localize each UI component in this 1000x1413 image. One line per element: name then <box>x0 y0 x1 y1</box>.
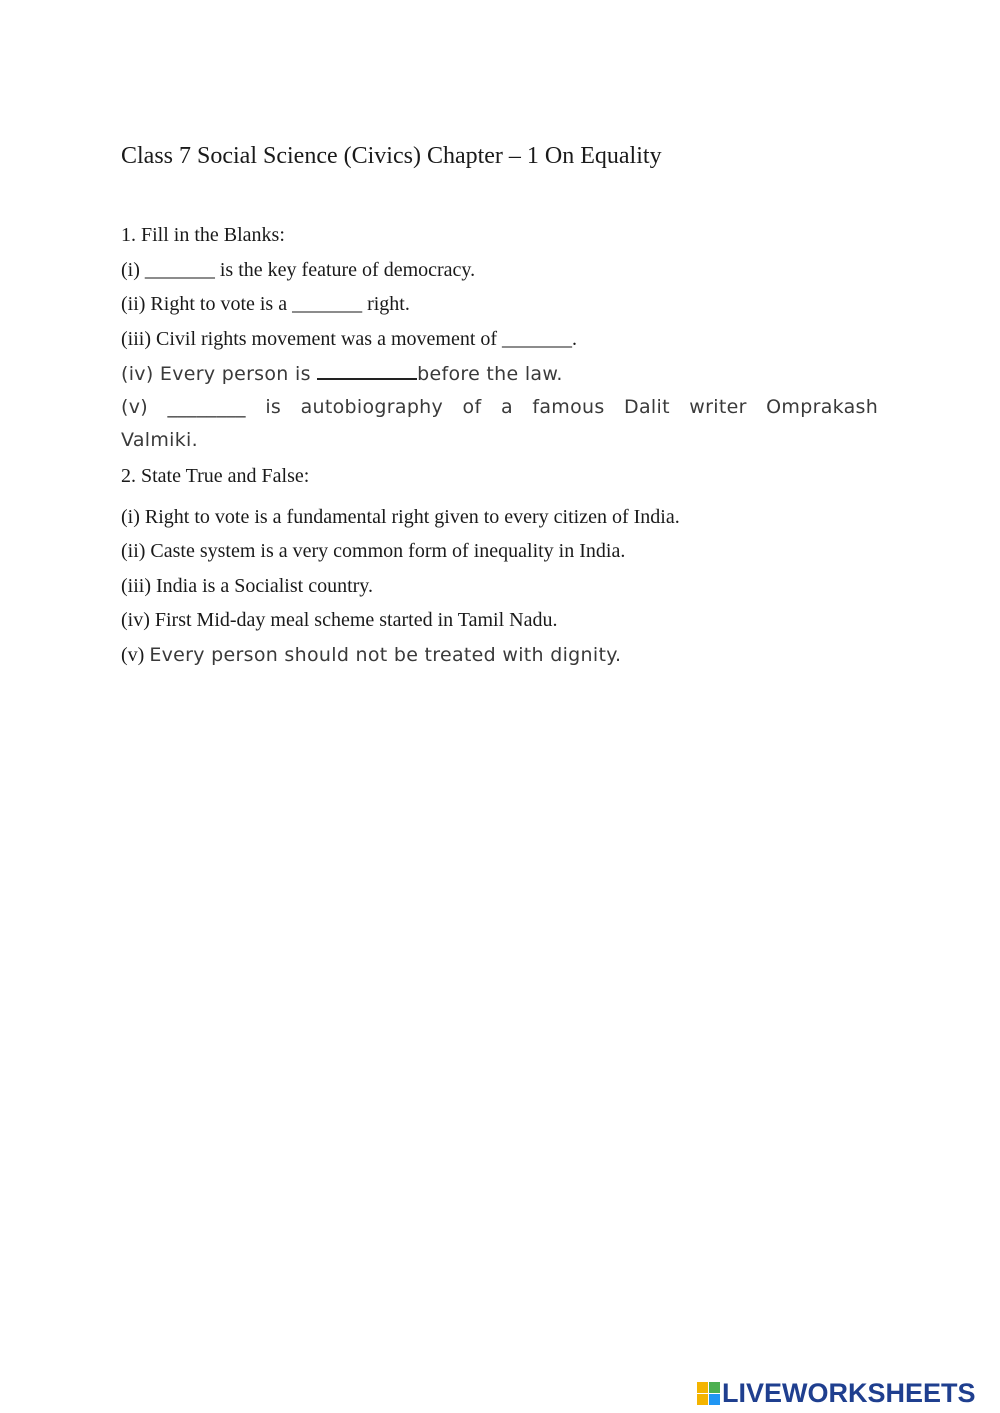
word: Dalit <box>624 396 670 418</box>
word: (v) <box>121 396 148 418</box>
logo-mark-icon <box>697 1382 720 1405</box>
word: Omprakash <box>766 396 879 418</box>
question-item <box>121 364 563 384</box>
question-item: (i) Right to vote is a fundamental right given to every citizen of India. <box>121 506 680 528</box>
liveworksheets-logo <box>697 1377 976 1409</box>
question-text: (iv) Every person is <box>121 363 318 385</box>
word: famous <box>532 396 605 418</box>
question-item: (ii) Right to vote is a _______ right. <box>121 293 410 315</box>
question-item: (i) _______ is the key feature of democracy. <box>121 259 476 281</box>
question-number: (v) <box>121 644 150 666</box>
word: a <box>500 396 513 418</box>
answer-blank: ________ <box>167 396 246 418</box>
word: is <box>265 396 282 418</box>
question-item-continued: Valmiki. <box>121 429 198 451</box>
word: writer <box>689 396 747 418</box>
question-item <box>121 645 621 665</box>
answer-blank <box>317 364 417 380</box>
page-title: Class 7 Social Science (Civics) Chapter – 1 On Equality <box>121 143 662 169</box>
question-item <box>121 396 878 418</box>
question-item: (iv) First Mid-day meal scheme started in Tamil Nadu. <box>121 609 558 631</box>
section-heading: 2. State True and False: <box>121 465 310 487</box>
logo-text: LIVEWORKSHEETS <box>722 1377 976 1408</box>
section-heading: 1. Fill in the Blanks: <box>121 224 285 246</box>
word: of <box>462 396 482 418</box>
question-text: before the law. <box>417 363 563 385</box>
question-item: (iii) Civil rights movement was a movement of _______. <box>121 328 578 350</box>
word: autobiography <box>300 396 444 418</box>
question-item: (iii) India is a Socialist country. <box>121 575 373 597</box>
question-item: (ii) Caste system is a very common form of inequality in India. <box>121 540 626 562</box>
question-text: Every person should not be treated with dignity. <box>149 644 622 666</box>
